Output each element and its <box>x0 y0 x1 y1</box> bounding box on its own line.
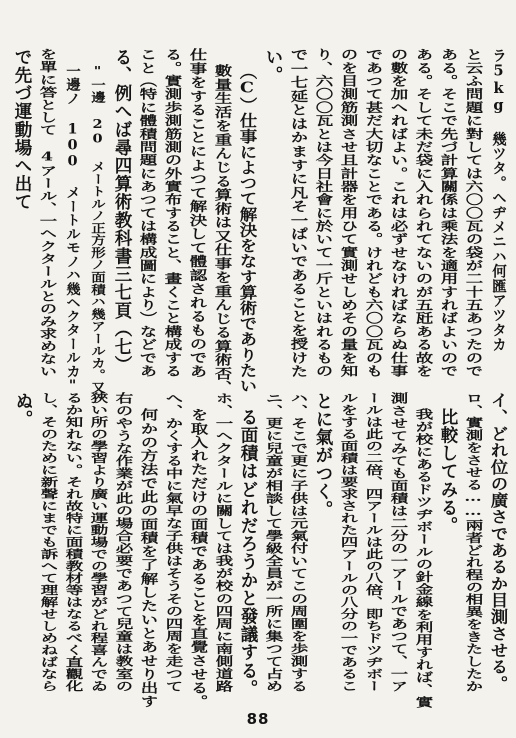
text-column: る面積はどれだろうかと發議する。 <box>238 408 258 698</box>
list-item: へ、かくする中に氣早な子供はそうその四周を走つて <box>163 392 183 693</box>
text-column: 我が校にあるドツヂボールの針金線を利用すれば、實 <box>413 408 433 709</box>
list-item: ニ、更に兒童が相談して學級全員が一所に集つて占め <box>263 392 283 693</box>
text-column: を單に答として 4アール、一ヘクタールとのみ求めない <box>37 48 57 378</box>
text-column: い。 <box>263 48 283 85</box>
text-column: "一邊 20 メートルノ正方形ノ面積ハ幾アールカ。又 <box>89 64 106 394</box>
list-item: ホ、一ヘクタールに關しては我が校の四周に南側道路 <box>213 392 233 693</box>
text-column: で一七延とはかますに凡そ一ぱいであることを授けた <box>288 48 308 379</box>
text-column: ラ5kg 幾ツタ。ヘヂメニハ何匯アツタカ <box>490 48 507 352</box>
text-column: で先づ運動場へ出て <box>12 48 32 211</box>
text-column: り、六〇〇瓦とは今日社會に於いて一斤といはれるもの <box>313 48 333 378</box>
list-item: ハ、そこで更に子供は元氣付いてこの周圍を歩測する <box>288 392 308 693</box>
text-column: を取入れただけの面積であることを直覺させる。 <box>188 408 208 709</box>
list-item: イ、どれ位の廣さであるか目測させる。 <box>488 392 508 692</box>
text-column: の數を加へればよい。これは必ずせなければならぬ仕事 <box>388 48 408 378</box>
text-column: ぬ。 <box>13 392 33 429</box>
text-column: 數量生活を重んじる算術は又仕事を重んじる算術否、 <box>212 64 232 395</box>
text-column: とに氣がつく。 <box>313 392 333 519</box>
text-column: 仕事をすることによつて解決して體認されるものであ <box>187 48 207 379</box>
text-column: こと（特に體積問題にあつては構成圖により）などであ <box>137 48 157 378</box>
text-column: 右のやうな作業が此の場合必要であつて兒童は教室の <box>113 392 133 693</box>
text-column: る、例へば尋四算術教科書三七頁（七） <box>112 48 132 374</box>
text-column: るか知れない。それ故特に面積教材等はなるべく直觀化 <box>63 392 83 692</box>
text-column: 比較してみる。 <box>438 408 458 535</box>
text-column: 測させてみても面積は二分の一アールであつて、一ア <box>388 392 408 693</box>
text-column: であつて甚だ大切なことである。けれども六〇〇瓦のも <box>363 48 383 378</box>
text-column: ルをする面積は要求された四アールの八分の一であるこ <box>338 392 358 692</box>
list-item: ロ、實測をさせる……兩者どれ程の相異をきたしたか <box>463 392 483 693</box>
text-column: ある。そこで先づ計算關係は乘法を適用すればよいので <box>438 48 458 378</box>
text-column: 何かの方法で此の面積を了解したいとあせり出す <box>138 408 158 709</box>
text-column: る。實測歩測筋測の外實布すること、畫くこと構成する <box>162 48 182 378</box>
text-column: のを目測筋測させ且計器を用ひて實測せしめその量を知 <box>338 48 358 378</box>
text-column: し、そのために新聲にまでも訴へて理解せしめねばなら <box>38 392 58 692</box>
text-column: 狹い所の學習より廣い運動場での學習がどれ程喜んでゐ <box>88 392 108 692</box>
text-column: ある。そして未だ袋に入れられてないのが五瓩ある故を <box>413 48 433 378</box>
text-column: と云ふ問題に對しては六〇〇瓦の袋が二十五あつたので <box>463 48 483 378</box>
section-heading: （C）仕事によつて解決をなす算術でありたい <box>237 64 257 394</box>
page-number: 88 <box>246 710 270 728</box>
text-column: ールは此の二倍、四アールは此の八倍、即ちドツヂボー <box>363 392 383 692</box>
text-column: 一邊ノ 100 メートルモノハ幾ヘクタールカ" <box>64 64 81 395</box>
